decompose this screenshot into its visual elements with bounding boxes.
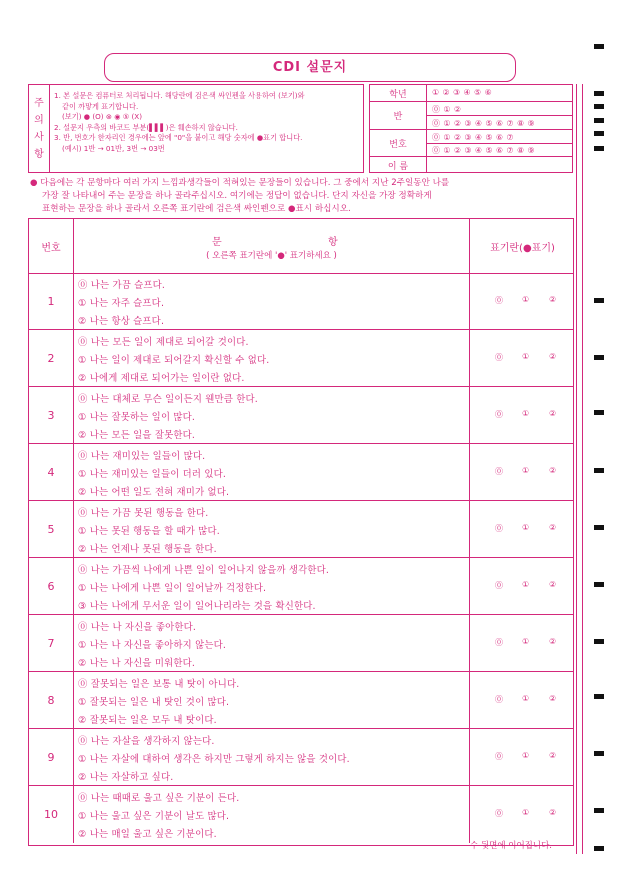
answer-bubble-1[interactable]: ① bbox=[522, 637, 530, 646]
option-text: ① 나는 잘못하는 일이 많다. bbox=[78, 412, 196, 423]
name-label: 이 름 bbox=[370, 157, 427, 173]
answer-bubble-2[interactable]: ② bbox=[549, 409, 557, 418]
notice-label bbox=[29, 85, 50, 172]
question-row bbox=[29, 729, 573, 786]
question-options bbox=[74, 444, 469, 500]
answer-bubble-2[interactable]: ② bbox=[549, 352, 557, 361]
answer-bubble-2[interactable]: ② bbox=[549, 523, 557, 532]
name-row bbox=[370, 157, 572, 173]
notice-line: 같이 까맣게 표기합니다. bbox=[62, 101, 139, 111]
answer-bubble-0[interactable]: ⓪ bbox=[495, 524, 503, 533]
option-text: ① 잘못되는 일은 내 탓인 것이 많다. bbox=[78, 697, 230, 708]
question-number: 9 bbox=[29, 729, 74, 785]
option-text: ⓪ 나는 가끔 못된 행동을 한다. bbox=[78, 508, 209, 519]
option-text: ⓪ 나는 가끔 슬프다. bbox=[78, 280, 166, 291]
question-number: 5 bbox=[29, 501, 74, 557]
table-header bbox=[29, 219, 573, 274]
timing-mark bbox=[594, 846, 604, 851]
answer-cell bbox=[469, 273, 575, 329]
continue-note: 수 뒷면에 이어집니다. bbox=[470, 841, 553, 851]
question-number: 3 bbox=[29, 387, 74, 443]
answer-bubble-1[interactable]: ① bbox=[522, 694, 530, 703]
question-row bbox=[29, 786, 573, 843]
answer-cell bbox=[469, 387, 575, 443]
answer-bubble-0[interactable]: ⓪ bbox=[495, 638, 503, 647]
question-options bbox=[74, 273, 469, 329]
answer-bubble-2[interactable]: ② bbox=[549, 751, 557, 760]
question-number: 8 bbox=[29, 672, 74, 728]
notice-box bbox=[28, 84, 364, 173]
timing-mark bbox=[594, 44, 604, 49]
question-row bbox=[29, 330, 573, 387]
option-text: ① 나는 못된 행동을 할 때가 많다. bbox=[78, 526, 220, 537]
notice-text bbox=[54, 91, 359, 154]
option-text: ⓪ 나는 가끔씩 나에게 나쁜 일이 일어나지 않을까 생각한다. bbox=[78, 565, 330, 576]
timing-mark bbox=[594, 694, 604, 699]
answer-bubble-1[interactable]: ① bbox=[522, 295, 530, 304]
number-divider bbox=[427, 143, 572, 144]
answer-bubble-2[interactable]: ② bbox=[549, 466, 557, 475]
question-number: 1 bbox=[29, 273, 74, 329]
answer-cell bbox=[469, 558, 575, 614]
answer-bubble-2[interactable]: ② bbox=[549, 295, 557, 304]
answer-bubble-2[interactable]: ② bbox=[549, 808, 557, 817]
option-text: ⓪ 나는 대체로 무슨 일이든지 웬만큼 한다. bbox=[78, 394, 258, 405]
question-row bbox=[29, 672, 573, 729]
notice-label-char: 항 bbox=[34, 148, 44, 160]
timing-mark bbox=[594, 808, 604, 813]
option-text: ② 나는 모든 일을 잘못한다. bbox=[78, 430, 196, 441]
answer-cell bbox=[469, 729, 575, 785]
number-bubbles-tens[interactable]: ⓪ ① ② ③ ④ ⑤ ⑥ ⑦ bbox=[432, 133, 515, 142]
notice-label-char: 주 bbox=[34, 97, 44, 109]
grade-row bbox=[370, 85, 572, 102]
question-number: 4 bbox=[29, 444, 74, 500]
answer-bubble-0[interactable]: ⓪ bbox=[495, 353, 503, 362]
answer-bubble-2[interactable]: ② bbox=[549, 637, 557, 646]
class-divider bbox=[427, 115, 572, 116]
option-text: ② 나는 항상 슬프다. bbox=[78, 316, 165, 327]
option-text: ① 나는 나 자신을 좋아하지 않는다. bbox=[78, 640, 227, 651]
timing-mark bbox=[594, 582, 604, 587]
option-text: ⓪ 잘못되는 일은 보통 내 탓이 아니다. bbox=[78, 679, 240, 690]
header-question-b: 항 bbox=[328, 237, 338, 248]
header-answer: 표기란(●표기) bbox=[469, 219, 575, 273]
timing-mark bbox=[594, 410, 604, 415]
timing-mark bbox=[594, 355, 604, 360]
question-options bbox=[74, 729, 469, 785]
header-question-a: 문 bbox=[212, 237, 222, 248]
timing-mark bbox=[594, 751, 604, 756]
notice-line: 2. 설문지 우측의 바코드 부분(▌▌▌)은 훼손하지 않습니다. bbox=[54, 122, 238, 132]
number-label: 번호 bbox=[370, 130, 427, 156]
question-row bbox=[29, 273, 573, 330]
timing-mark bbox=[594, 468, 604, 473]
instruction-line: ● 다음에는 각 문항마다 여러 가지 느낌과생각들이 적혀있는 문장들이 있습니다. 그 중에서 지난 2주일동안 나를 bbox=[30, 178, 450, 188]
number-row bbox=[370, 130, 572, 157]
class-label: 반 bbox=[370, 102, 427, 129]
option-text: ② 잘못되는 일은 모두 내 탓이다. bbox=[78, 715, 217, 726]
answer-bubble-1[interactable]: ① bbox=[522, 466, 530, 475]
notice-line: (예시) 1반 → 01반, 3번 → 03번 bbox=[62, 143, 165, 153]
timing-mark bbox=[594, 146, 604, 151]
question-table bbox=[28, 218, 574, 846]
question-number: 7 bbox=[29, 615, 74, 671]
timing-mark bbox=[594, 131, 604, 136]
answer-bubble-1[interactable]: ① bbox=[522, 580, 530, 589]
number-bubbles-units[interactable]: ⓪ ① ② ③ ④ ⑤ ⑥ ⑦ ⑧ ⑨ bbox=[432, 146, 536, 155]
answer-bubble-0[interactable]: ⓪ bbox=[495, 296, 503, 305]
class-bubbles-units[interactable]: ⓪ ① ② ③ ④ ⑤ ⑥ ⑦ ⑧ ⑨ bbox=[432, 119, 536, 128]
header-question-sub: ( 오른쪽 표기란에 '●' 표기하세요 ) bbox=[206, 251, 337, 261]
option-text: ① 나는 나에게 나쁜 일이 일어날까 걱정한다. bbox=[78, 583, 267, 594]
timing-mark bbox=[594, 118, 604, 123]
grade-bubbles[interactable]: ① ② ③ ④ ⑤ ⑥ bbox=[432, 88, 493, 97]
question-options bbox=[74, 387, 469, 443]
option-text: ③ 나는 나에게 무서운 일이 일어나리라는 것을 확신한다. bbox=[78, 601, 316, 612]
option-text: ① 나는 자살에 대하여 생각은 하지만 그렇게 하지는 않을 것이다. bbox=[78, 754, 350, 765]
answer-bubble-0[interactable]: ⓪ bbox=[495, 809, 503, 818]
answer-bubble-1[interactable]: ① bbox=[522, 409, 530, 418]
option-text: ⓪ 나는 나 자신을 좋아한다. bbox=[78, 622, 197, 633]
grade-label: 학년 bbox=[370, 85, 427, 101]
class-row bbox=[370, 102, 572, 130]
class-bubbles-tens[interactable]: ⓪ ① ② bbox=[432, 105, 462, 114]
header-question bbox=[74, 219, 469, 273]
timing-mark bbox=[594, 298, 604, 303]
question-row bbox=[29, 501, 573, 558]
answer-bubble-1[interactable]: ① bbox=[522, 523, 530, 532]
timing-mark bbox=[594, 104, 604, 109]
student-info-box bbox=[369, 84, 573, 173]
question-options bbox=[74, 501, 469, 557]
answer-bubble-0[interactable]: ⓪ bbox=[495, 581, 503, 590]
option-text: ⓪ 나는 때때로 울고 싶은 기분이 든다. bbox=[78, 793, 240, 804]
answer-cell bbox=[469, 672, 575, 728]
question-row bbox=[29, 558, 573, 615]
answer-cell bbox=[469, 444, 575, 500]
question-number: 2 bbox=[29, 330, 74, 386]
option-text: ⓪ 나는 재미있는 일들이 많다. bbox=[78, 451, 206, 462]
option-text: ⓪ 나는 모든 일이 제대로 되어갈 것이다. bbox=[78, 337, 249, 348]
answer-cell bbox=[469, 501, 575, 557]
option-text: ② 나는 언제나 못된 행동을 한다. bbox=[78, 544, 217, 555]
notice-line: (보기) ● (O) ⊗ ◉ ⑤ (X) bbox=[62, 112, 143, 121]
answer-cell bbox=[469, 786, 575, 843]
question-row bbox=[29, 387, 573, 444]
timing-mark bbox=[594, 91, 604, 96]
answer-cell bbox=[469, 615, 575, 671]
question-options bbox=[74, 615, 469, 671]
question-options bbox=[74, 786, 469, 843]
question-row bbox=[29, 444, 573, 501]
notice-label-char: 의 bbox=[34, 114, 44, 126]
instruction-line: 표현하는 문장을 하나 골라서 오른쪽 표기란에 검은색 싸인펜으로 ●표시 하십시오. bbox=[42, 204, 351, 214]
option-text: ⓪ 나는 자살을 생각하지 않는다. bbox=[78, 736, 215, 747]
option-text: ② 나는 나 자신을 미워한다. bbox=[78, 658, 196, 669]
answer-bubble-0[interactable]: ⓪ bbox=[495, 752, 503, 761]
option-text: ② 나는 자살하고 싶다. bbox=[78, 772, 174, 783]
form-title: CDI 설문지 bbox=[104, 53, 516, 82]
option-text: ① 나는 자주 슬프다. bbox=[78, 298, 165, 309]
question-options bbox=[74, 330, 469, 386]
question-options bbox=[74, 558, 469, 614]
question-row bbox=[29, 615, 573, 672]
timing-mark bbox=[594, 639, 604, 644]
option-text: ② 나는 어떤 일도 전혀 재미가 없다. bbox=[78, 487, 230, 498]
answer-bubble-1[interactable]: ① bbox=[522, 352, 530, 361]
answer-bubble-2[interactable]: ② bbox=[549, 580, 557, 589]
answer-cell bbox=[469, 330, 575, 386]
answer-bubble-0[interactable]: ⓪ bbox=[495, 695, 503, 704]
question-number: 6 bbox=[29, 558, 74, 614]
instructions bbox=[30, 177, 580, 216]
name-field[interactable] bbox=[430, 158, 560, 171]
instruction-line: 가장 잘 나타내어 주는 문장을 하나 골라주십시오. 여기에는 정답이 없습니다. 단지 자신을 가장 정확하게 bbox=[42, 191, 432, 201]
side-rail bbox=[576, 84, 583, 854]
notice-line: 1. 본 설문은 컴퓨터로 처리됩니다. 해당란에 검은색 싸인펜을 사용하여 (보기)와 bbox=[54, 91, 305, 100]
notice-label-char: 사 bbox=[34, 131, 44, 143]
timing-mark bbox=[594, 525, 604, 530]
option-text: ① 나는 울고 싶은 기분이 날도 많다. bbox=[78, 811, 230, 822]
question-number: 10 bbox=[29, 786, 74, 843]
notice-line: 3. 반, 번호가 한자리인 경우에는 앞에 "0"을 붙이고 해당 숫자에 ●표기 합니다. bbox=[54, 133, 303, 142]
answer-bubble-1[interactable]: ① bbox=[522, 751, 530, 760]
header-number: 번호 bbox=[29, 219, 74, 273]
answer-bubble-0[interactable]: ⓪ bbox=[495, 410, 503, 419]
answer-bubble-2[interactable]: ② bbox=[549, 694, 557, 703]
answer-bubble-1[interactable]: ① bbox=[522, 808, 530, 817]
option-text: ① 나는 재미있는 일들이 더러 있다. bbox=[78, 469, 227, 480]
answer-bubble-0[interactable]: ⓪ bbox=[495, 467, 503, 476]
option-text: ② 나에게 제대로 되어가는 일이란 없다. bbox=[78, 373, 245, 384]
question-options bbox=[74, 672, 469, 728]
option-text: ② 나는 매일 울고 싶은 기분이다. bbox=[78, 829, 217, 840]
option-text: ① 나는 일이 제대로 되어갈지 확신할 수 없다. bbox=[78, 355, 270, 366]
